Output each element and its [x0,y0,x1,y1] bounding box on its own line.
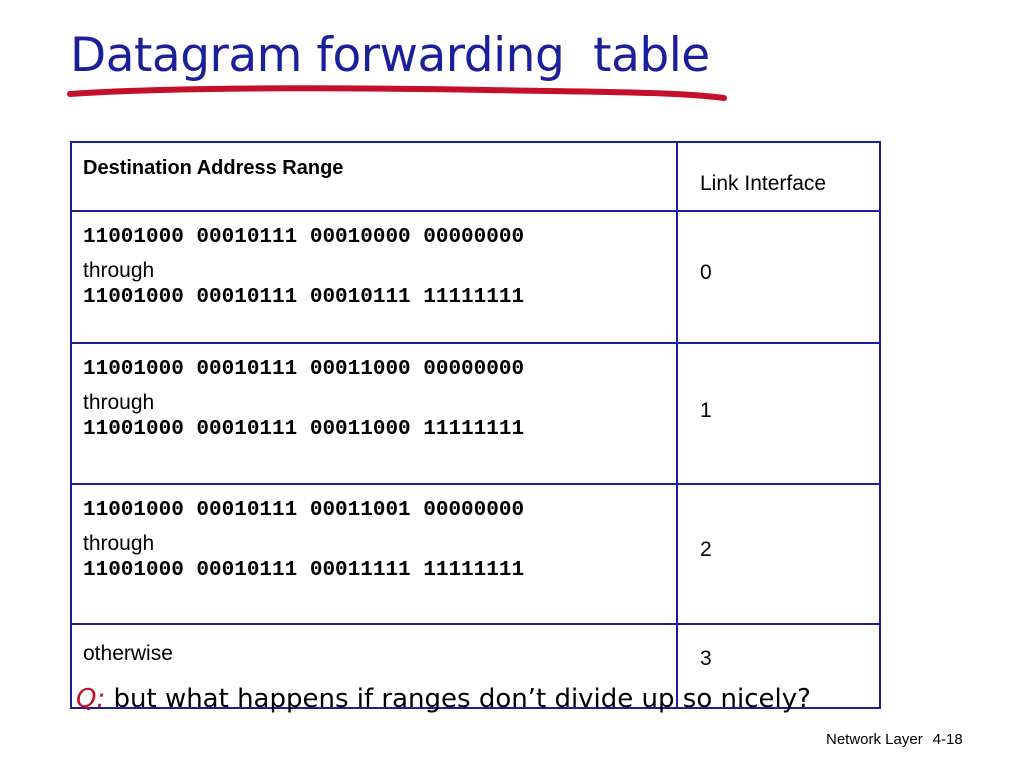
range-through: through [83,391,155,414]
range-to: 11001000 00010111 00011000 11111111 [83,418,525,441]
range-from: 11001000 00010111 00010000 00000000 [83,226,525,249]
question-line [76,684,811,714]
question-text: but what happens if ranges don’t divide up so nicely? [105,684,811,714]
slide-footer [826,731,963,748]
table-row [71,343,880,484]
table-row [71,211,880,343]
range-from: 11001000 00010111 00011001 00000000 [83,499,525,522]
range-from: 11001000 00010111 00011000 00000000 [83,358,525,381]
slide-title: Datagram forwarding table [70,28,710,83]
header-range-cell [71,142,677,211]
range-cell [71,343,677,484]
forwarding-table [70,141,881,709]
link-cell [677,484,880,624]
range-otherwise: otherwise [83,642,173,665]
range-to: 11001000 00010111 00010111 11111111 [83,286,525,309]
link-cell [677,343,880,484]
range-through: through [83,259,155,282]
range-through: through [83,532,155,555]
range-to: 11001000 00010111 00011111 11111111 [83,559,525,582]
title-underline [66,82,730,106]
link-cell [677,211,880,343]
range-cell [71,211,677,343]
link-interface: 0 [700,261,712,284]
question-label: Q: [76,684,106,714]
page-number: 4-18 [932,731,963,748]
header-link-cell [677,142,880,211]
footer-section: Network Layer [826,731,923,748]
table-header-row [71,142,880,211]
header-link: Link Interface [700,172,827,195]
link-interface: 3 [700,647,712,670]
table-row [71,484,880,624]
link-interface: 1 [700,399,712,422]
link-interface: 2 [700,538,712,561]
header-range: Destination Address Range [83,157,344,179]
range-cell [71,484,677,624]
